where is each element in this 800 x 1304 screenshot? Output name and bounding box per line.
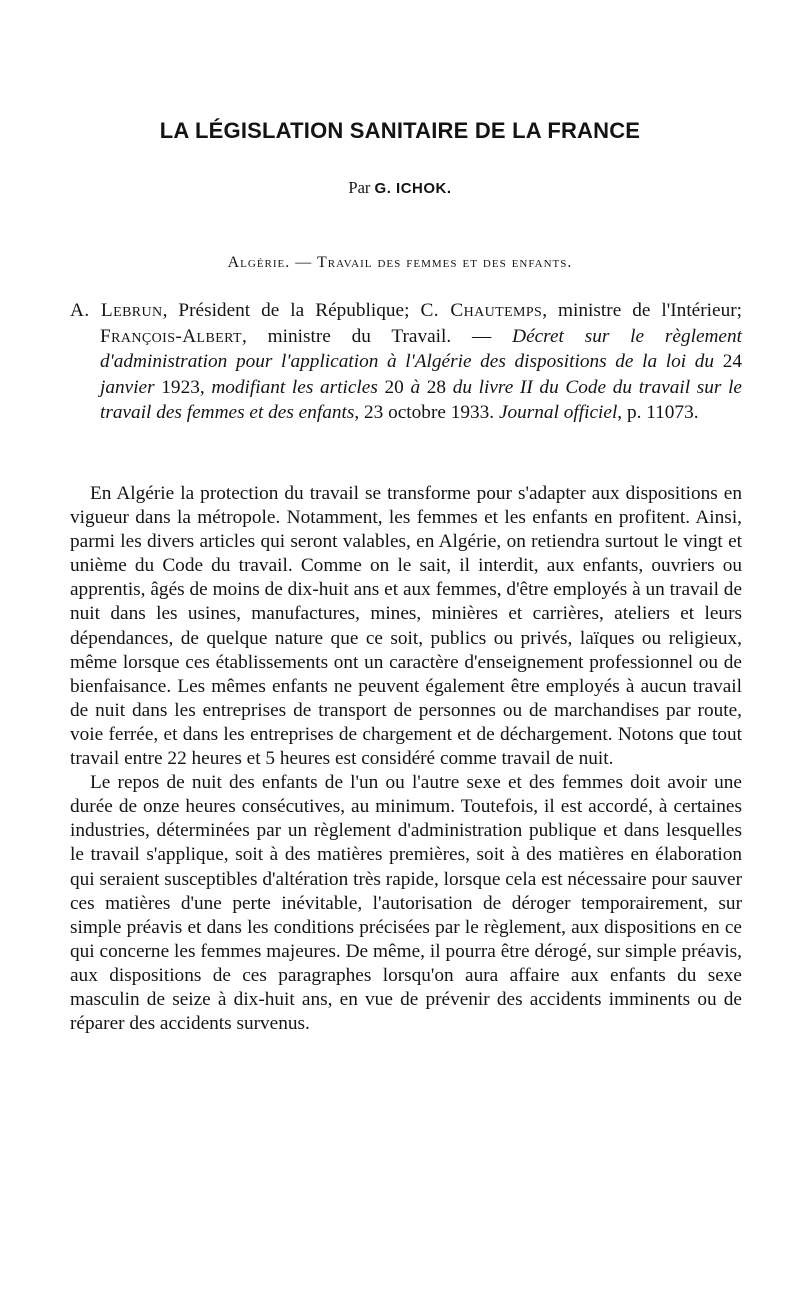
author-line [60,178,740,198]
decree-title-c: modifiant les articles [211,376,378,398]
author-prefix: Par [348,178,371,197]
decree-issue-date: , 23 octobre 1933. [354,402,499,424]
decree-title-e: du livre II du Code du travail sur le travail des femmes et des enfants [100,376,742,424]
decree-title-b: janvier [100,376,155,398]
journal-page: , p. 11073. [617,402,699,424]
author-name: G. ICHOK. [374,180,452,197]
journal-name: Journal officiel [498,402,618,424]
article-title: LA LÉGISLATION SANITAIRE DE LA FRANCE [159,118,641,143]
signatory-2: C. Chautemps [420,300,543,321]
paragraph-2: Le repos de nuit des enfants de l'un ou l'autre sexe et des femmes doit avoir une durée de onze heures consécutives, au minimum. Toutefois, il est accordé, à certaines industries, déterminées par un règlement d'administration publique et dans lesquelles le travail s'applique, soit à des matières premières, soit à des matières en élaboration qui seraient susceptibles d'altération très rapide, lorsque cela est nécessaire pour sauver ces matières d'une perte inévitable, l'autorisation de déroger temporairement, sur simple préavis et dans les conditions précisées par le règlement, aux dispositions en ce qui concerne les femmes majeures. De même, il pourra être dérogé, sur simple préavis, aux dispositions de ces paragraphes lorsqu'on aura affaire aux enfants du sexe masculin de seize à dix-huit ans, en vue de prévenir des accidents imminents ou de réparer des accidents survenus. [70,772,742,1035]
section-heading: Algérie. — Travail des femmes et des enfants. [227,254,573,271]
paragraph-1: En Algérie la protection du travail se transforme pour s'adapter aux dispositions en vigueur dans la métropole. Notamment, les femmes et les enfants en profitent. Ainsi, parmi les divers articles qui seront valables, en Algérie, on retiendra surtout le vingt et unième du Code du travail. Comme on le sait, il interdit, aux enfants, ouvriers ou apprentis, âgés de moins de dix-huit ans et aux femmes, d'être employés à un travail de nuit dans les usines, manufactures, mines, minières et carrières, ateliers et leurs dépendances, de quelque nature que ce soit, publics ou privés, laïques ou religieux, même lorsque ces établissements ont un caractère d'enseignement professionnel ou de bienfaisance. Les mêmes enfants ne peuvent également être employés à aucun travail de nuit dans les entreprises de transport de personnes ou de marchandises par route, voie ferrée, et dans les entreprises de chargement et de déchargement. Notons que tout travail entre 22 heures et 5 heures est considéré comme travail de nuit. [70,483,742,770]
signatory-1-role: , Président de la République; [162,300,421,321]
signatory-2-role: , ministre de l'Intérieur; [542,300,742,321]
decree-citation [70,298,742,426]
signatory-3-role: , ministre du Travail. — [242,325,513,347]
decree-articles: 20 [377,376,411,398]
decree-title-d: à [410,376,421,398]
article-body [70,482,742,1036]
decree-year: 1923, [154,376,212,398]
decree-articles-end: 28 [420,376,453,398]
decree-title-a: Décret sur le règlement d'administration pour l'application à l'Algérie des dispositions de la loi du [100,325,742,373]
decree-date: 24 [714,351,743,373]
signatory-3: François-Albert [100,325,243,347]
signatory-1: A. Lebrun [70,300,163,321]
